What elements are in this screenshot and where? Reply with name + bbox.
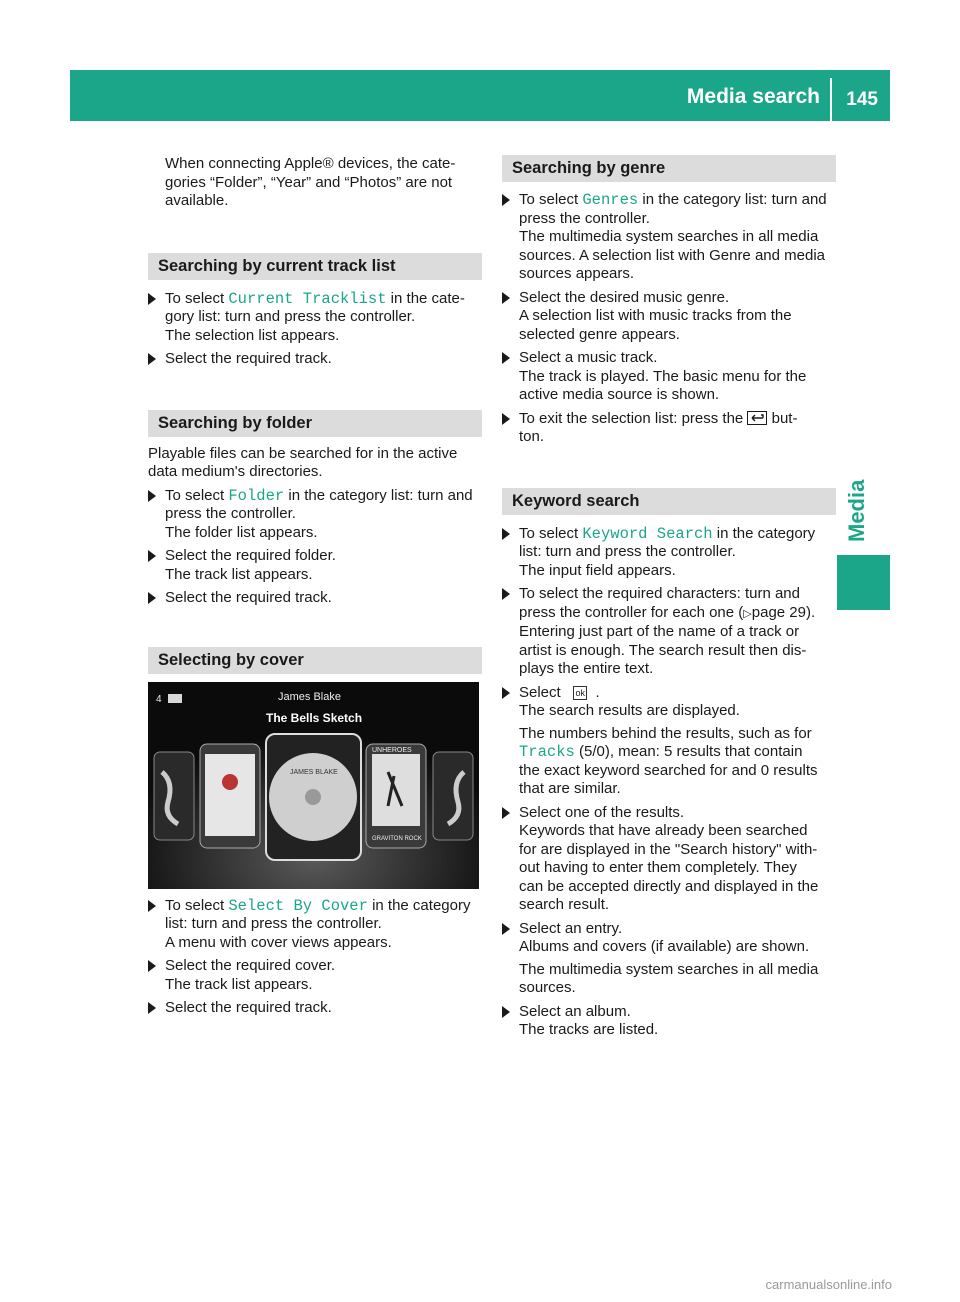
step-text: press the controller.: [165, 505, 296, 522]
step-text: artist is enough. The search result then dis-: [519, 641, 807, 659]
step-arrow-icon: [148, 592, 156, 604]
step-text: search result.: [519, 896, 610, 913]
step-text: To exit the selection list: press the: [519, 409, 748, 427]
note-line: gories “Folder”, “Year” and “Photos” are not: [165, 173, 453, 191]
step: [148, 487, 482, 543]
menu-item-current-tracklist: Current Tracklist: [228, 289, 387, 308]
step: [502, 349, 836, 405]
note-line: When connecting Apple® devices, the cate-: [165, 155, 456, 172]
step-arrow-icon: [502, 413, 510, 425]
step: [502, 1003, 836, 1040]
step-text: A selection list with music tracks from the: [519, 307, 792, 324]
step-arrow-icon: [148, 900, 156, 912]
step-text: The input field appears.: [519, 561, 676, 579]
step-arrow-icon: [502, 923, 510, 935]
step-text: sources.: [519, 979, 576, 996]
step-text: The search results are displayed.: [519, 702, 740, 719]
artist-name: James Blake: [278, 690, 341, 703]
chapter-tab: [844, 462, 869, 542]
step: [502, 804, 836, 915]
step-text: The folder list appears.: [165, 523, 318, 541]
step-text: in the category: [712, 524, 816, 542]
step-text: out having to enter them completely. They: [519, 859, 797, 876]
para-line: data medium's directories.: [148, 463, 323, 480]
step: [502, 191, 836, 284]
step-text: in the cate-: [386, 289, 465, 307]
step-text: Select the required track.: [165, 999, 332, 1016]
folder-description: [148, 445, 482, 482]
heading-current-tracklist: Searching by current track list: [148, 253, 482, 280]
step-text: Select an album.: [519, 1002, 631, 1020]
step-text: Select the required cover.: [165, 957, 336, 974]
heading-folder: Searching by folder: [148, 410, 482, 437]
header-divider: [830, 78, 832, 121]
step-text: in the category list: turn and: [284, 486, 473, 504]
step-text: Select the required track.: [165, 350, 332, 367]
step-text: The numbers behind the results, such as for: [519, 724, 812, 742]
step-text: gory list: turn and press the controller.: [165, 308, 416, 325]
step-arrow-icon: [148, 490, 156, 502]
step: [148, 589, 482, 608]
step-text: Albums and covers (if available) are shown.: [519, 938, 810, 955]
menu-item-select-by-cover: Select By Cover: [228, 896, 368, 915]
step-text: Select one of the results.: [519, 803, 685, 821]
step-arrow-icon: [502, 687, 510, 699]
step-text: sources. A selection list with Genre and media: [519, 246, 825, 264]
step-text: Select the required track.: [165, 589, 332, 606]
step-text: To select: [165, 896, 229, 914]
ok-key-icon: ok: [573, 686, 587, 700]
step-text: selected genre appears.: [519, 325, 680, 343]
step: [148, 897, 482, 953]
step-text: sources appears.: [519, 265, 635, 282]
step-text: Select an entry.: [519, 919, 623, 937]
step-text: Select the desired music genre.: [519, 288, 730, 306]
step-text: list: turn and press the controller.: [519, 543, 736, 560]
step-arrow-icon: [502, 292, 510, 304]
step: [502, 684, 836, 799]
chapter-tab-marker: [837, 555, 890, 610]
menu-item-keyword-search: Keyword Search: [582, 524, 713, 543]
step-text: for are displayed in the "Search history" with-: [519, 840, 818, 858]
step-text: in the category: [367, 896, 471, 914]
center-album-label: JAMES BLAKE: [290, 768, 338, 776]
step-text: ton.: [519, 428, 545, 445]
section-title: Media search: [686, 85, 820, 108]
step-arrow-icon: [502, 807, 510, 819]
heading-genre: Searching by genre: [502, 155, 836, 182]
step-text: To select: [165, 289, 229, 307]
page-header: [70, 70, 890, 121]
step-text: plays the entire text.: [519, 660, 654, 677]
step-text: The multimedia system searches in all media: [519, 228, 819, 245]
step: [502, 920, 836, 998]
step-arrow-icon: [502, 352, 510, 364]
step-text: The multimedia system searches in all media: [519, 960, 819, 978]
cover-flow-graphic: [148, 682, 479, 889]
step-text: To select: [519, 524, 583, 542]
note-line: available.: [165, 192, 229, 209]
step: [148, 350, 482, 369]
step-arrow-icon: [148, 353, 156, 365]
step-text: in the category list: turn and: [638, 191, 827, 208]
track-title: The Bells Sketch: [266, 710, 363, 725]
step-text: press the controller for each one (: [519, 603, 744, 621]
step-arrow-icon: [502, 194, 510, 206]
menu-item-tracks: Tracks: [519, 743, 575, 761]
left-column: [148, 155, 482, 1023]
right-album-label: UNHEROES: [372, 746, 412, 754]
heading-cover: Selecting by cover: [148, 647, 482, 674]
step: [148, 957, 482, 994]
step-text: Select the required folder.: [165, 547, 336, 564]
step-text: The tracks are listed.: [519, 1021, 659, 1038]
step-text: (5/0), mean: 5 results that contain: [574, 743, 803, 760]
step-text: Keywords that have already been searched: [519, 822, 808, 839]
step-text: Select: [519, 683, 565, 701]
step-arrow-icon: [502, 588, 510, 600]
step-arrow-icon: [148, 960, 156, 972]
right-column: [502, 155, 836, 1045]
step-arrow-icon: [148, 550, 156, 562]
step-text: To select: [519, 191, 583, 208]
back-button-icon: [747, 411, 767, 425]
step-text: the exact keyword searched for and 0 results: [519, 761, 818, 779]
step-arrow-icon: [148, 1002, 156, 1014]
step-text: Entering just part of the name of a track or: [519, 623, 800, 640]
step-text: that are similar.: [519, 780, 621, 797]
cover-view-screenshot: [148, 682, 479, 889]
step-text: but-: [767, 409, 798, 427]
chapter-tab-label: Media: [844, 479, 869, 542]
step-text: press the controller.: [519, 209, 650, 227]
menu-item-folder: Folder: [228, 486, 285, 505]
heading-keyword: Keyword search: [502, 488, 836, 515]
para-line: Playable files can be searched for in the active: [148, 444, 458, 462]
step: [148, 290, 482, 346]
apple-note: [148, 155, 482, 211]
step: [502, 410, 836, 447]
step-text: list: turn and press the controller.: [165, 915, 382, 932]
step: [148, 999, 482, 1018]
step: [502, 585, 836, 679]
step: [502, 289, 836, 345]
page-number: 145: [846, 89, 878, 110]
step-text: The track list appears.: [165, 975, 313, 993]
right-album-caption: GRAVITON ROCK: [372, 835, 422, 842]
step-text: A menu with cover views appears.: [165, 933, 392, 951]
step-text: The selection list appears.: [165, 326, 340, 344]
step-text: The track is played. The basic menu for the: [519, 367, 807, 385]
page-reference: page 29).: [751, 603, 816, 621]
step-arrow-icon: [148, 293, 156, 305]
step: [502, 525, 836, 581]
step-text: The track list appears.: [165, 565, 313, 583]
step-text: can be accepted directly and displayed in the: [519, 877, 819, 895]
step-arrow-icon: [502, 1006, 510, 1018]
step-text: To select: [165, 486, 229, 504]
step-arrow-icon: [502, 528, 510, 540]
step-text: .: [595, 683, 600, 701]
track-number: 4: [156, 693, 162, 705]
step-text: To select the required characters: turn and: [519, 585, 800, 602]
watermark: carmanualsonline.info: [765, 1277, 892, 1292]
step: [148, 547, 482, 584]
page-ref-arrow-icon: ▷: [743, 607, 752, 620]
step-text: active media source is shown.: [519, 386, 720, 403]
menu-item-genres: Genres: [582, 191, 639, 209]
step-text: Select a music track.: [519, 349, 658, 366]
